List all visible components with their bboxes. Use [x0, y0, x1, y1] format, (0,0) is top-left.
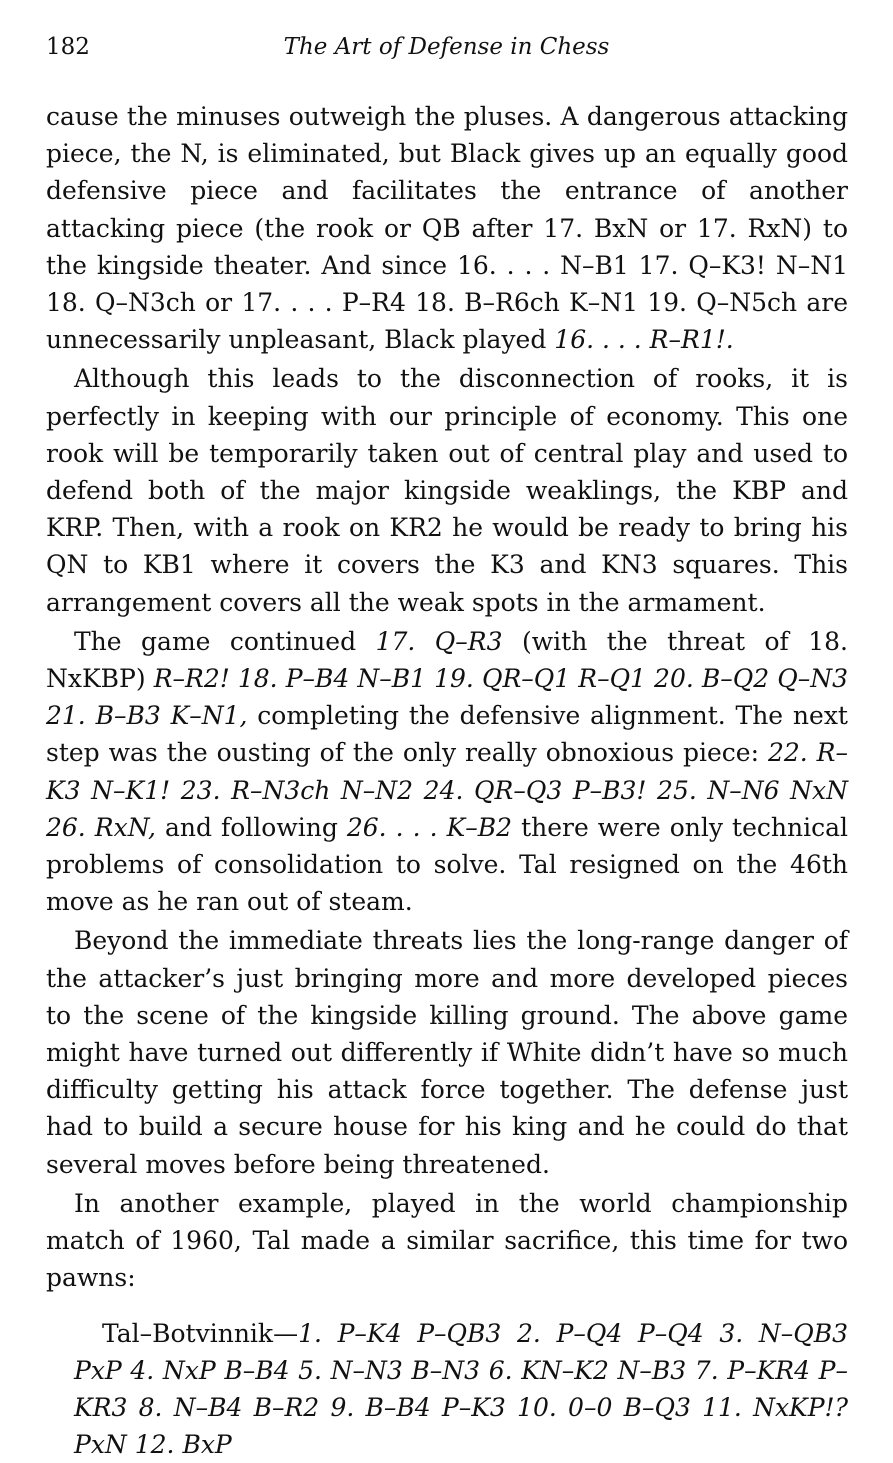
paragraph-text: The game continued [74, 627, 376, 656]
running-title: The Art of Defense in Chess [46, 34, 847, 60]
paragraph-continuation [46, 98, 848, 358]
paragraph-another-example: In another example, played in the world championship match of 1960, Tal made a similar sacrifice, this time for two pawns: [46, 1185, 848, 1297]
move-notation: 22. R–K3 N–K1! 23. R–N3ch N–N2 24. QR–Q3 P–B3! 25. N–N6 NxN 26. RxN, [46, 738, 848, 841]
paragraph-text: there were only technical problems of consolidation to solve. Tal resigned on the 46th move as he ran out of steam. [46, 813, 848, 916]
move-notation: 26. . . . K–B2 [347, 813, 512, 842]
game-players: Tal–Botvinnik— [102, 1319, 298, 1348]
paragraph-text: completing the defensive alignment. The next step was the ousting of the only really obnoxious piece: [46, 701, 848, 767]
move-notation: 17. Q–R3 [376, 627, 503, 656]
paragraph-game-continued [46, 623, 848, 921]
paragraph-text: cause the minuses outweigh the pluses. A dangerous attacking piece, the N, is eliminated, but Black gives up an equally good defensive piece and facilitates the entrance of another attacking piece (the rook or QB after 17. BxN or 17. RxN) to the kingside theater. And since 16. . . . N–B1 17. Q–K3! N–N1 18. Q–N3ch or 17. . . . P–R4 18. B–R6ch K–N1 19. Q–N5ch are unnecessarily unpleasant, Black played [46, 102, 848, 354]
move-notation: R–R2! 18. P–B4 N–B1 19. QR–Q1 R–Q1 20. B–Q2 Q–N3 21. B–B3 K–N1, [46, 664, 848, 730]
page-number: 182 [46, 34, 90, 60]
game-moves: 1. P–K4 P–QB3 2. P–Q4 P–Q4 3. N–QB3 PxP 4. NxP B–B4 5. N–N3 B–N3 6. KN–K2 N–B3 7. P–KR4 P–KR3 8. N–B4 B–R2 9. B–B4 P–K3 10. 0–0 B–Q3 11. NxKP!? PxN 12. BxP [74, 1319, 848, 1460]
paragraph-text: and following [156, 813, 347, 842]
paragraph-text: (with the threat of 18. NxKBP) [46, 627, 848, 693]
page-header [46, 34, 847, 66]
paragraph-rook-defense: Although this leads to the disconnection of rooks, it is perfectly in keeping with our principle of economy. This one rook will be temporarily taken out of central play and used to defend both of the major kingside weaklings, the KBP and KRP. Then, with a rook on KR2 he would be ready to bring his QN to KB1 where it covers the K3 and KN3 squares. This arrangement covers all the weak spots in the armament. [46, 360, 848, 620]
page-body [46, 98, 848, 1463]
game-score [46, 1315, 848, 1463]
move-notation: 16. . . . R–R1!. [554, 325, 733, 354]
paragraph-long-range-danger: Beyond the immediate threats lies the long-range danger of the attacker’s just bringing more and more developed pieces to the scene of the kingside killing ground. The above game might have turned out differently if White didn’t have so much difficulty getting his attack force together. The defense just had to build a secure house for his king and he could do that several moves before being threatened. [46, 922, 848, 1182]
